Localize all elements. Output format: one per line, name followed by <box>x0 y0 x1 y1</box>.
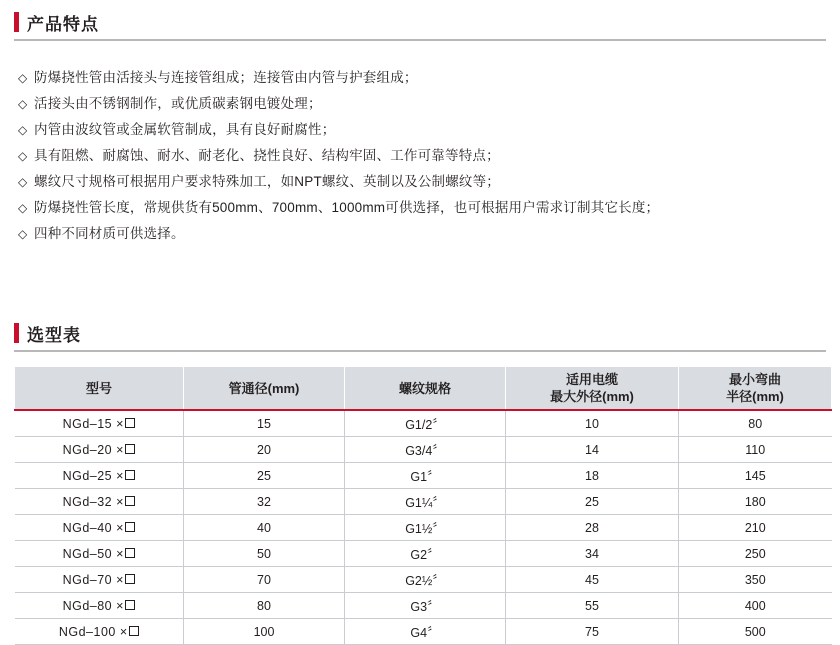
cell-cable-od: 55 <box>506 593 679 619</box>
cell-cable-od: 75 <box>506 619 679 645</box>
diamond-bullet-icon: ◇ <box>18 175 28 189</box>
cell-cable-od: 18 <box>506 463 679 489</box>
header-line: 适用电缆 <box>565 372 618 387</box>
cell-thread: G3〞 <box>345 593 506 619</box>
table-header-rule <box>14 350 826 352</box>
column-header-cable-od <box>506 367 679 411</box>
cell-cable-od: 25 <box>506 489 679 515</box>
cell-cable-od: 28 <box>506 515 679 541</box>
cell-bore: 20 <box>184 437 345 463</box>
diamond-bullet-icon: ◇ <box>18 201 28 215</box>
accent-bar <box>14 323 19 343</box>
spec-table <box>14 366 832 645</box>
cell-bore: 40 <box>184 515 345 541</box>
square-placeholder-icon <box>125 418 135 428</box>
cell-thread: G4〞 <box>345 619 506 645</box>
document-page <box>0 12 840 640</box>
square-placeholder-icon <box>125 548 135 558</box>
column-header-model <box>15 367 184 411</box>
cell-model <box>15 410 184 437</box>
diamond-bullet-icon: ◇ <box>18 71 28 85</box>
model-text: NGd–20 × <box>62 442 124 457</box>
model-text: NGd–40 × <box>62 520 124 535</box>
cell-cable-od: 34 <box>506 541 679 567</box>
cell-thread: G3/4〞 <box>345 437 506 463</box>
cell-bend-radius: 110 <box>679 437 832 463</box>
diamond-bullet-icon: ◇ <box>18 123 28 137</box>
list-item <box>18 169 840 195</box>
list-item <box>18 195 840 221</box>
cell-thread: G1〞 <box>345 463 506 489</box>
cell-thread: G1½〞 <box>345 515 506 541</box>
cell-model <box>15 619 184 645</box>
cell-model <box>15 437 184 463</box>
cell-model <box>15 489 184 515</box>
cell-bend-radius: 500 <box>679 619 832 645</box>
diamond-bullet-icon: ◇ <box>18 149 28 163</box>
table-row <box>15 463 832 489</box>
cell-bend-radius: 145 <box>679 463 832 489</box>
square-placeholder-icon <box>125 444 135 454</box>
feature-text: 四种不同材质可供选择。 <box>34 226 185 241</box>
model-text: NGd–50 × <box>62 546 124 561</box>
cell-bore: 32 <box>184 489 345 515</box>
features-section-header <box>0 12 840 35</box>
cell-bend-radius: 180 <box>679 489 832 515</box>
column-header-thread <box>345 367 506 411</box>
cell-bore: 25 <box>184 463 345 489</box>
cell-bore: 50 <box>184 541 345 567</box>
cell-thread: G2½〞 <box>345 567 506 593</box>
header-line: 最小弯曲 <box>728 372 781 387</box>
cell-bend-radius: 80 <box>679 410 832 437</box>
table-row <box>15 541 832 567</box>
cell-model <box>15 567 184 593</box>
spec-table-head <box>15 367 832 411</box>
model-text: NGd–15 × <box>62 416 124 431</box>
feature-text: 具有阻燃、耐腐蚀、耐水、耐老化、挠性良好、结构牢固、工作可靠等特点； <box>34 148 500 163</box>
square-placeholder-icon <box>125 470 135 480</box>
table-row <box>15 515 832 541</box>
list-item <box>18 65 840 91</box>
list-item <box>18 91 840 117</box>
cell-bore: 100 <box>184 619 345 645</box>
accent-bar <box>14 12 19 32</box>
model-text: NGd–80 × <box>62 598 124 613</box>
cell-bore: 70 <box>184 567 345 593</box>
square-placeholder-icon <box>125 574 135 584</box>
feature-text: 螺纹尺寸规格可根据用户要求特殊加工，如NPT螺纹、英制以及公制螺纹等； <box>34 174 500 189</box>
features-header-rule <box>14 39 826 41</box>
list-item <box>18 143 840 169</box>
header-line: 最大外径(mm) <box>550 389 634 404</box>
square-placeholder-icon <box>125 600 135 610</box>
square-placeholder-icon <box>125 522 135 532</box>
cell-bore: 15 <box>184 410 345 437</box>
table-row <box>15 489 832 515</box>
cell-bend-radius: 210 <box>679 515 832 541</box>
cell-bore: 80 <box>184 593 345 619</box>
spec-table-body <box>15 410 832 645</box>
table-header-row <box>15 367 832 411</box>
cell-bend-radius: 400 <box>679 593 832 619</box>
header-line: 型号 <box>85 380 112 396</box>
column-header-bend-radius <box>679 367 832 411</box>
list-item <box>18 221 840 247</box>
model-text: NGd–100 × <box>58 624 128 639</box>
cell-thread: G2〞 <box>345 541 506 567</box>
table-row <box>15 619 832 645</box>
table-section-header <box>0 323 840 346</box>
cell-model <box>15 463 184 489</box>
cell-cable-od: 45 <box>506 567 679 593</box>
cell-model <box>15 593 184 619</box>
table-row <box>15 567 832 593</box>
cell-bend-radius: 350 <box>679 567 832 593</box>
header-line: 螺纹规格 <box>398 380 451 396</box>
square-placeholder-icon <box>129 626 139 636</box>
cell-model <box>15 541 184 567</box>
features-section-title: 产品特点 <box>27 15 99 34</box>
header-line: 半径(mm) <box>726 389 784 404</box>
model-text: NGd–70 × <box>62 572 124 587</box>
diamond-bullet-icon: ◇ <box>18 97 28 111</box>
cell-cable-od: 14 <box>506 437 679 463</box>
spec-table-wrapper <box>14 366 826 645</box>
cell-model <box>15 515 184 541</box>
table-row <box>15 437 832 463</box>
cell-bend-radius: 250 <box>679 541 832 567</box>
model-text: NGd–25 × <box>62 468 124 483</box>
list-item <box>18 117 840 143</box>
cell-cable-od: 10 <box>506 410 679 437</box>
features-list <box>0 65 840 247</box>
cell-thread: G1¼〞 <box>345 489 506 515</box>
square-placeholder-icon <box>125 496 135 506</box>
feature-text: 防爆挠性管由活接头与连接管组成；连接管由内管与护套组成； <box>34 70 418 85</box>
model-text: NGd–32 × <box>62 494 124 509</box>
column-header-bore <box>184 367 345 411</box>
feature-text: 活接头由不锈钢制作，或优质碳素钢电镀处理； <box>34 96 322 111</box>
feature-text: 内管由波纹管或金属软管制成，具有良好耐腐性； <box>34 122 336 137</box>
feature-text: 防爆挠性管长度，常规供货有500mm、700mm、1000mm可供选择，也可根据用户需求订制其它长度； <box>34 200 660 215</box>
table-row <box>15 410 832 437</box>
table-row <box>15 593 832 619</box>
diamond-bullet-icon: ◇ <box>18 227 28 241</box>
table-section-title: 选型表 <box>27 326 81 345</box>
header-line: 管通径(mm) <box>228 380 300 396</box>
cell-thread: G1/2〞 <box>345 410 506 437</box>
